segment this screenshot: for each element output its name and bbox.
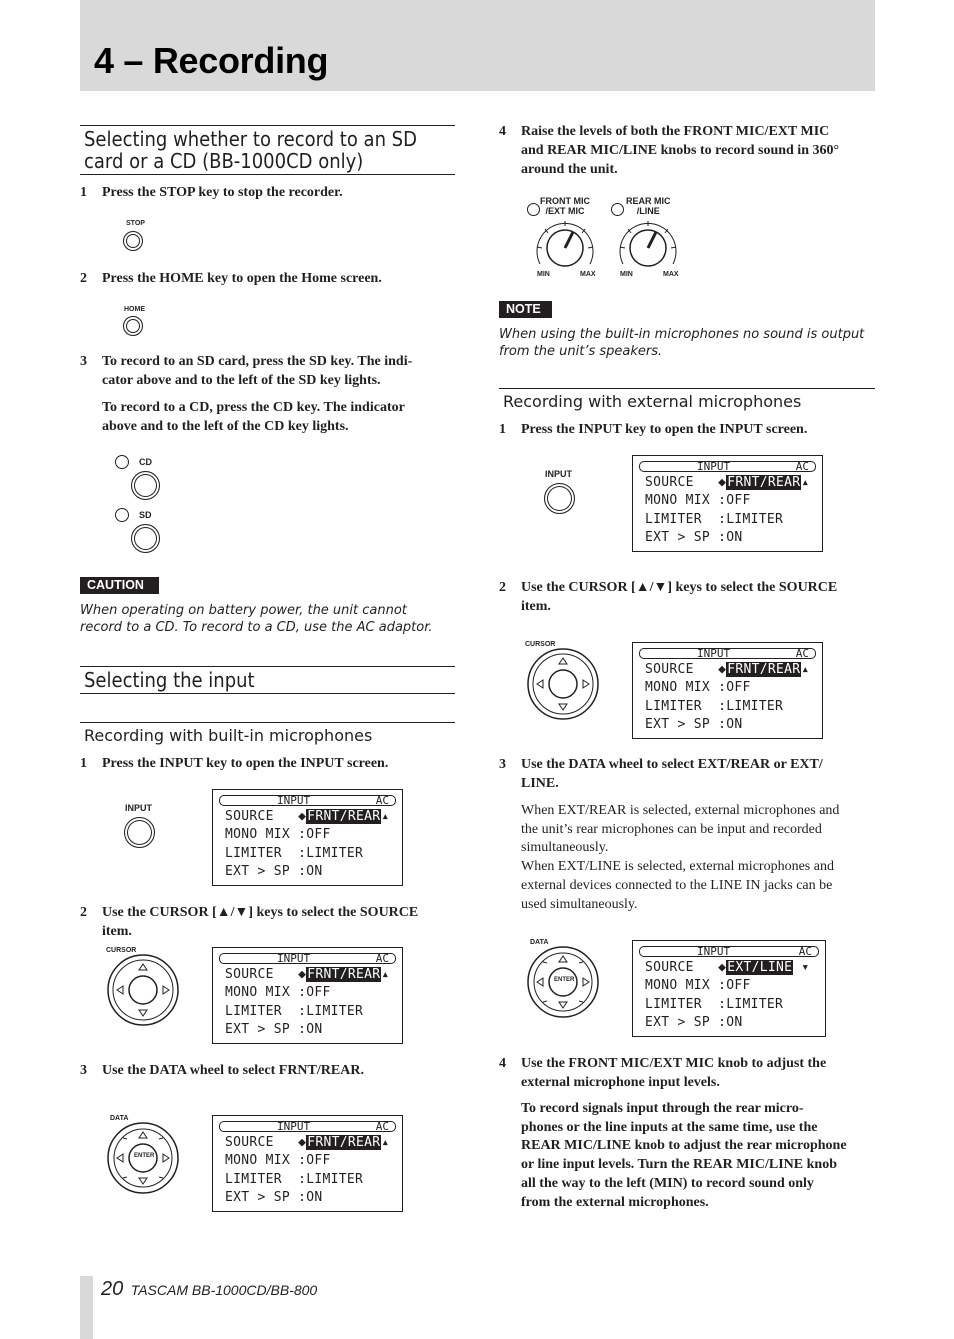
lcd-title: INPUT [697,647,731,660]
sd-indicator-led [115,508,129,522]
lcd-extsp-label: EXT > SP [645,530,711,545]
step-number: 3 [499,757,506,772]
description-line5: external devices connected to the LINE IN jacks can be [521,877,833,893]
lcd-input-screen [212,947,403,1044]
caution-tag: CAUTION [80,577,159,594]
lcd-input-screen-ext-line [632,940,826,1037]
step-text: Press the INPUT key to open the INPUT screen. [102,756,389,771]
input-key [124,817,155,848]
step-number: 2 [499,580,506,595]
lcd-source-label: SOURCE [645,960,694,975]
cursor-key-label: CURSOR [106,947,137,954]
rear-mic-knob [613,218,683,270]
lcd-row-extsp [645,531,743,545]
lcd-source-value: FRNT/REAR [727,662,801,677]
description-line6: used simultaneously. [521,896,638,912]
front-mic-knob-label [540,196,590,216]
lcd-mono-value: :OFF [718,680,751,695]
lcd-row-extsp [225,1191,323,1205]
lcd-source-label: SOURCE [645,475,694,490]
cd-instruction-line2: above and to the left of the CD key lights. [102,419,349,434]
lcd-title-bar [219,795,396,806]
step-text-line1: To record to an SD card, press the SD key. The indi- [102,354,413,369]
lcd-extsp-value: :ON [718,530,743,545]
note-line2: from the unit’s speakers. [499,344,663,359]
lcd-limiter-value: :LIMITER [718,512,784,527]
lcd-mono-value: :OFF [298,1153,331,1168]
lcd-row-limiter [645,700,783,714]
stop-key-label: STOP [126,220,145,227]
lcd-row-limiter [225,1005,363,1019]
cd-instruction-line1: To record to a CD, press the CD key. The indicator [102,400,405,415]
lcd-source-label: SOURCE [225,809,274,824]
sd-key-label: SD [139,510,152,520]
section-title-sd-cd [84,128,417,172]
caution-text [80,602,460,636]
lcd-ac-indicator: AC [375,794,389,807]
step-text-line2: item. [521,599,551,614]
lcd-title: INPUT [697,460,731,473]
note-line1: When using the built-in microphones no sound is output [499,327,865,342]
enter-key-label: ENTER [134,1153,155,1159]
lcd-ac-indicator: AC [375,952,389,965]
front-mic-peak-led [527,203,540,216]
input-key-label: INPUT [125,803,152,813]
lcd-extsp-value: :ON [298,864,323,879]
subsection-rule [499,388,875,389]
step-text-line2: LINE. [521,776,559,791]
instruction-line1: To record signals input through the rear micro- [521,1101,804,1116]
front-mic-min-label: MIN [537,271,550,278]
caution-line2: record to a CD. To record to a CD, use the AC adaptor. [80,620,433,635]
lcd-row-mono [645,494,751,508]
note-tag: NOTE [499,301,552,318]
lcd-title: INPUT [277,1120,311,1133]
lcd-row-limiter [645,513,783,527]
section-rule-top [80,125,455,126]
lcd-ac-indicator: AC [375,1120,389,1133]
lcd-row-source: SOURCE ◆EXT/LINE ▾ [645,960,810,975]
subsection-title-built-in: Recording with built-in microphones [84,726,373,745]
lcd-limiter-label: LIMITER [645,699,702,714]
step-text-line1: Use the DATA wheel to select EXT/REAR or EXT/ [521,757,823,772]
lcd-source-label: SOURCE [225,1135,274,1150]
lcd-limiter-label: LIMITER [645,997,702,1012]
step-text-line2: cator above and to the left of the SD key lights. [102,373,381,388]
step-text-line2: item. [102,924,132,939]
rear-mic-peak-led [611,203,624,216]
step-text-line1: Use the CURSOR [▲/▼] keys to select the SOURCE [521,580,838,595]
chapter-title: 4 – Recording [94,40,329,81]
lcd-source-value: FRNT/REAR [307,967,381,982]
step-text-line2: and REAR MIC/LINE knobs to record sound in 360° [521,143,840,158]
lcd-limiter-label: LIMITER [645,512,702,527]
lcd-input-screen [212,789,403,886]
lcd-ac-indicator: AC [795,460,809,473]
step-text: Press the STOP key to stop the recorder. [102,185,343,200]
instruction-line3: REAR MIC/LINE knob to adjust the rear microphone [521,1138,847,1154]
cd-instruction [102,398,455,436]
step-number: 4 [499,1056,506,1071]
lcd-source-value: FRNT/REAR [307,809,381,824]
sd-key [131,524,160,553]
cd-key [131,471,160,500]
description-line4: When EXT/LINE is selected, external microphones and [521,859,834,875]
lcd-mono-value: :OFF [298,827,331,842]
lcd-limiter-value: :LIMITER [718,699,784,714]
lcd-row-limiter [225,847,363,861]
lcd-extsp-label: EXT > SP [645,1015,711,1030]
step-number: 3 [80,1063,87,1078]
front-mic-max-label: MAX [580,271,596,278]
cd-key-label: CD [139,457,152,467]
lcd-title-bar [639,946,819,957]
lcd-mono-label: MONO MIX [225,985,291,1000]
step-number: 1 [80,756,87,771]
rear-mic-label-line1: REAR MIC [626,196,671,206]
footer-text: TASCAM BB-1000CD/BB-800 [130,1282,318,1298]
front-mic-label-line2: /EXT MIC [545,206,585,216]
section-rule-bottom [80,174,455,175]
step-text: Press the INPUT key to open the INPUT screen. [521,422,808,437]
lcd-title-bar [219,1121,396,1132]
step-number: 3 [80,354,87,369]
section-rule-bottom [80,693,455,694]
lcd-limiter-label: LIMITER [225,1004,282,1019]
lcd-row-extsp [225,865,323,879]
lcd-ac-indicator: AC [795,647,809,660]
instruction-line5: all the way to the left (MIN) to record sound only [521,1175,814,1191]
lcd-title: INPUT [697,945,731,958]
lcd-row-mono [225,986,331,1000]
subsection-title-external: Recording with external microphones [503,392,802,411]
lcd-extsp-label: EXT > SP [645,717,711,732]
lcd-row-mono [225,1154,331,1168]
enter-key-label: ENTER [554,977,575,983]
lcd-limiter-value: :LIMITER [718,997,784,1012]
lcd-mono-label: MONO MIX [225,827,291,842]
lcd-row-extsp [645,718,743,732]
step-text-line1: Use the CURSOR [▲/▼] keys to select the SOURCE [102,905,419,920]
lcd-row-extsp [645,1016,743,1030]
lcd-source-label: SOURCE [225,967,274,982]
lcd-row-mono [645,681,751,695]
lcd-limiter-label: LIMITER [225,1172,282,1187]
note-text [499,326,879,360]
lcd-input-screen [632,455,823,552]
lcd-source-value: FRNT/REAR [307,1135,381,1150]
lcd-extsp-label: EXT > SP [225,1022,291,1037]
lcd-title: INPUT [277,952,311,965]
front-mic-knob [530,218,600,270]
lcd-row-extsp [225,1023,323,1037]
lcd-title-bar [219,953,396,964]
lcd-mono-label: MONO MIX [645,978,711,993]
cursor-key-label: CURSOR [525,641,556,648]
step-number: 2 [80,271,87,286]
rear-mic-label-line2: /LINE [636,206,660,216]
cursor-pad [106,953,180,1027]
section-title-line1: Selecting whether to record to an SD [84,127,417,151]
subsection-rule [80,722,455,723]
lcd-extsp-label: EXT > SP [225,864,291,879]
caution-line1: When operating on battery power, the unit cannot [80,603,407,618]
lcd-extsp-label: EXT > SP [225,1190,291,1205]
lcd-ac-indicator: AC [798,945,812,958]
lcd-row-limiter [225,1173,363,1187]
cursor-pad [526,647,600,721]
lcd-limiter-label: LIMITER [225,846,282,861]
instruction-line2: phones or the line inputs at the same time, use the [521,1119,818,1135]
stop-key [123,231,143,251]
input-key-label: INPUT [545,469,572,479]
footer-bar [80,1276,93,1339]
chapter-header [80,0,875,91]
cd-indicator-led [115,455,129,469]
data-wheel-label: DATA [110,1115,129,1122]
section-title-input: Selecting the input [84,668,255,692]
lcd-input-screen [212,1115,403,1212]
step-number: 1 [499,422,506,437]
lcd-limiter-value: :LIMITER [298,1004,364,1019]
lcd-extsp-value: :ON [298,1022,323,1037]
step-4-rear-mic-instruction [521,1100,877,1212]
lcd-title: INPUT [277,794,311,807]
lcd-row-source: SOURCE ◆FRNT/REAR▴ [225,809,390,824]
lcd-row-source: SOURCE ◆FRNT/REAR▴ [645,475,810,490]
lcd-mono-label: MONO MIX [645,680,711,695]
lcd-input-screen [632,642,823,739]
page-number: 20 [101,1278,124,1300]
lcd-mono-label: MONO MIX [225,1153,291,1168]
home-key [123,316,143,336]
lcd-row-source: SOURCE ◆FRNT/REAR▴ [645,662,810,677]
section-title-line2: card or a CD (BB-1000CD only) [84,149,364,173]
rear-mic-min-label: MIN [620,271,633,278]
step-text: Press the HOME key to open the Home screen. [102,271,382,286]
lcd-extsp-value: :ON [718,717,743,732]
lcd-limiter-value: :LIMITER [298,846,364,861]
step-number: 1 [80,185,87,200]
lcd-row-source: SOURCE ◆FRNT/REAR▴ [225,967,390,982]
step-text-line2: external microphone input levels. [521,1075,720,1090]
lcd-extsp-value: :ON [718,1015,743,1030]
instruction-line4: or line input levels. Turn the REAR MIC/LINE knob [521,1157,837,1173]
rear-mic-knob-label [626,196,671,216]
lcd-mono-label: MONO MIX [645,493,711,508]
lcd-row-source: SOURCE ◆FRNT/REAR▴ [225,1135,390,1150]
home-key-label: HOME [124,306,145,313]
lcd-title-bar [639,461,816,472]
step-text-line1: Use the FRONT MIC/EXT MIC knob to adjust the [521,1056,827,1071]
data-wheel-label: DATA [530,939,549,946]
step-3-description [521,802,877,914]
lcd-row-limiter [645,998,783,1012]
lcd-source-value: FRNT/REAR [727,475,801,490]
description-line3: simultaneously. [521,840,609,856]
lcd-extsp-value: :ON [298,1190,323,1205]
lcd-source-label: SOURCE [645,662,694,677]
lcd-title-bar [639,648,816,659]
lcd-source-value: EXT/LINE [727,960,793,975]
step-text: Use the DATA wheel to select FRNT/REAR. [102,1063,364,1078]
lcd-mono-value: :OFF [298,985,331,1000]
step-text-line3: around the unit. [521,162,618,177]
lcd-row-mono [225,828,331,842]
description-line1: When EXT/REAR is selected, external microphones and [521,803,840,818]
lcd-mono-value: :OFF [718,978,751,993]
step-number: 4 [499,124,506,139]
description-line2: the unit’s rear microphones can be input and recorded [521,821,822,837]
step-number: 2 [80,905,87,920]
lcd-mono-value: :OFF [718,493,751,508]
page-footer [101,1278,317,1301]
lcd-limiter-value: :LIMITER [298,1172,364,1187]
instruction-line6: from the external microphones. [521,1194,709,1210]
rear-mic-max-label: MAX [663,271,679,278]
section-rule-top [80,666,455,667]
input-key [544,483,575,514]
step-text-line1: Raise the levels of both the FRONT MIC/EXT MIC [521,124,830,139]
front-mic-label-line1: FRONT MIC [540,196,590,206]
lcd-row-mono [645,979,751,993]
